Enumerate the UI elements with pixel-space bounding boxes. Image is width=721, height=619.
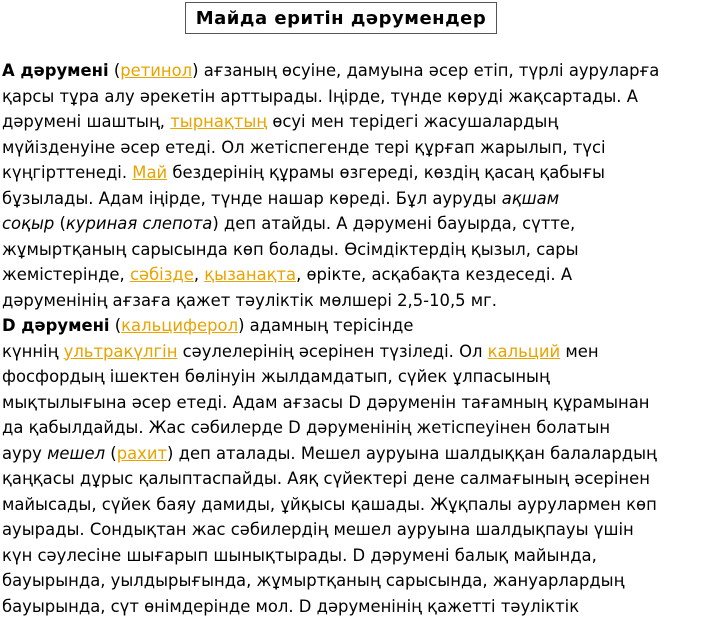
- text-line: мүйізденуіне әсер етеді. Ол жетіспегенде тері құрғап жарылып, түсі: [2, 135, 721, 161]
- text-line: [2, 186, 721, 212]
- text-fragment: (: [54, 214, 66, 233]
- italic-term: ақшам: [502, 189, 559, 208]
- text-fragment: өсуі мен терідегі жасушалардың: [267, 112, 558, 131]
- text-fragment: бұзылады. Адам іңірде, түнде нашар көреді. Бұл ауруды: [2, 189, 502, 208]
- article-body: [2, 58, 721, 619]
- text-fragment: жемістерінде,: [2, 265, 130, 284]
- link-sabizde[interactable]: сәбізде: [130, 265, 194, 284]
- text-line: қарсы тұра алу әрекетін арттырады. Іңірде, түнде көруді жақсартады. А: [2, 84, 721, 110]
- text-fragment: күңгірттенеді.: [2, 163, 132, 182]
- link-ultrakulgin[interactable]: ультракүлгін: [64, 342, 178, 361]
- text-line: да қабылдайды. Жас сәбилерде D дәруменінің жетіспеуінен болатын: [2, 415, 721, 441]
- text-fragment: ) деп атайды. А дәрумені бауырда, сүтте,: [212, 214, 575, 233]
- text-line: қаңқасы дұрыс қалыптаспайды. Аяқ сүйектері дене салмағының әсерінен: [2, 466, 721, 492]
- text-fragment: мен: [560, 342, 598, 361]
- text-line: [2, 160, 721, 186]
- vitamin-a-heading: А дәрумені: [2, 61, 109, 80]
- text-fragment: ) деп аталады. Мешел ауруына шалдыққан балалардың: [167, 444, 657, 463]
- text-line: бауырында, сүт өнімдерінде мол. D дәруменінің қажетті тәуліктік: [2, 594, 721, 619]
- text-line: [2, 109, 721, 135]
- link-kyzanakta[interactable]: қызанақта: [204, 265, 296, 284]
- text-fragment: (: [110, 316, 122, 335]
- text-line: күн сәулесіне шығарып шынықтырады. D дәрумені балық майында,: [2, 543, 721, 569]
- text-line: мықтылығына әсер етеді. Адам ағзасы D дәруменін тағамның құрамынан: [2, 390, 721, 416]
- text-line: [2, 313, 721, 339]
- text-line: [2, 441, 721, 467]
- text-line: ауырады. Сондықтан жас сәбилердің мешел ауруына шалдықпауы үшін: [2, 517, 721, 543]
- text-fragment: бездерінің құрамы өзгереді, көздің қасаң қабығы: [167, 163, 605, 182]
- italic-term: соқыр: [2, 214, 54, 233]
- link-mai[interactable]: Май: [132, 163, 167, 182]
- italic-term: мешел: [47, 444, 105, 463]
- text-line: майысады, сүйек баяу дамиды, ұйқысы қашады. Жұқпалы аурулармен көп: [2, 492, 721, 518]
- text-fragment: ауру: [2, 444, 47, 463]
- text-fragment: дәрумені шаштың,: [2, 112, 170, 131]
- link-kalcii[interactable]: кальций: [488, 342, 561, 361]
- text-fragment: ) адамның терісінде: [238, 316, 413, 335]
- text-fragment: , өрікте, асқабақта кездеседі. А: [296, 265, 572, 284]
- text-line: [2, 339, 721, 365]
- link-kalciferol[interactable]: кальциферол: [121, 316, 238, 335]
- text-fragment: күннің: [2, 342, 64, 361]
- text-fragment: сәулелерінің әсерінен түзіледі. Ол: [177, 342, 487, 361]
- text-line: [2, 58, 721, 84]
- italic-term: куриная слепота: [66, 214, 212, 233]
- text-fragment: ) ағзаның өсуіне, дамуына әсер етіп, түрлі ауруларға: [192, 61, 659, 80]
- text-fragment: ,: [194, 265, 204, 284]
- link-tyrnaktyn[interactable]: тырнақтың: [170, 112, 267, 131]
- text-line: жұмыртқаның сарысында көп болады. Өсімдіктердің қызыл, сары: [2, 237, 721, 263]
- text-line: [2, 211, 721, 237]
- text-fragment: (: [105, 444, 117, 463]
- text-line: фосфордың ішектен бөлінуін жылдамдатып, сүйек ұлпасының: [2, 364, 721, 390]
- text-line: бауырында, уылдырығында, жұмыртқаның сарысында, жануарлардың: [2, 568, 721, 594]
- link-rahit[interactable]: рахит: [117, 444, 167, 463]
- page-title-text: Майда еритін дәрумендер: [196, 8, 486, 29]
- text-line: дәруменінің ағзаға қажет тәуліктік мөлшері 2,5-10,5 мг.: [2, 288, 721, 314]
- link-retinol[interactable]: ретинол: [120, 61, 192, 80]
- text-fragment: (: [109, 61, 121, 80]
- vitamin-d-heading: D дәрумені: [2, 316, 110, 335]
- text-line: [2, 262, 721, 288]
- page-title: [185, 2, 497, 34]
